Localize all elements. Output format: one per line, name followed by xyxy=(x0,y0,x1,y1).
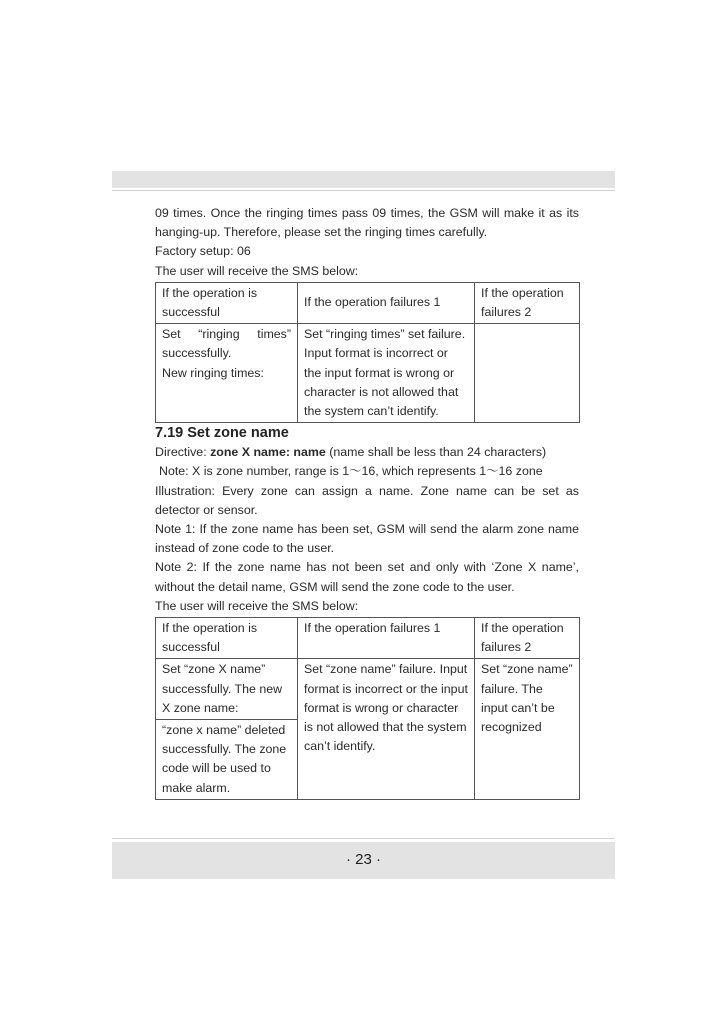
page-number: · 23 · xyxy=(345,851,381,868)
section-title: 7.19 Set zone name xyxy=(155,425,289,442)
table-row xyxy=(156,618,580,659)
table-header-cell: If the operation failures 2 xyxy=(475,282,580,323)
table-cell: Set “zone name” failure. Input format is incorrect or the input format is wrong or character is not allowed that the system can’t identify. xyxy=(298,659,475,799)
table-cell xyxy=(156,324,298,423)
factory-setup: Factory setup: 06 xyxy=(155,244,251,259)
page-content xyxy=(155,204,579,800)
table-row xyxy=(156,324,580,423)
table-header-cell: If the operation is successful xyxy=(156,618,298,659)
zone-note: Note: X is zone number, range is 1～16, which represents 1～16 zone xyxy=(159,464,543,479)
table-row xyxy=(156,659,580,720)
intro-line-2: hanging-up. Therefore, please set the ringing times carefully. xyxy=(155,225,488,240)
table-header-cell: If the operation failures 1 xyxy=(298,282,475,323)
table-cell: Set “ringing times” set failure. Input format is incorrect or the input format is wrong or character is not allowed that the system can’t identify. xyxy=(298,324,475,423)
cell-text: New ringing times: xyxy=(162,365,264,380)
directive xyxy=(155,443,579,462)
directive-command: zone X name: name xyxy=(210,445,326,460)
ringing-times-table xyxy=(155,282,580,423)
directive-rest: (name shall be less than 24 characters) xyxy=(325,445,547,460)
table-header-cell: If the operation is successful xyxy=(156,282,298,323)
note-2: Note 2: If the zone name has not been set and only with ‘Zone X name’, without the detail name, GSM will send the zone code to the user. xyxy=(155,560,579,594)
illustration: Illustration: Every zone can assign a name. Zone name can be set as detector or sensor. xyxy=(155,483,579,517)
table-cell: Set “zone X name” successfully. The new X zone name: xyxy=(156,659,298,720)
header-band xyxy=(112,171,615,188)
table-header-cell: If the operation failures 2 xyxy=(475,618,580,659)
table-row xyxy=(156,282,580,323)
directive-label: Directive: xyxy=(155,445,211,460)
sms-note-1: The user will receive the SMS below: xyxy=(155,263,359,278)
header-rule xyxy=(112,190,615,191)
zone-name-table xyxy=(155,617,580,800)
sms-note-2: The user will receive the SMS below: xyxy=(155,598,359,613)
table-cell: Set “zone name” failure. The input can’t be recognized xyxy=(475,659,580,799)
cell-text: Set “ringing times” successfully. xyxy=(162,327,291,361)
table-cell: “zone x name” deleted successfully. The zone code will be used to make alarm. xyxy=(156,720,298,800)
footer-rule xyxy=(112,838,615,839)
note-1: Note 1: If the zone name has been set, GSM will send the alarm zone name instead of zone code to the user. xyxy=(155,522,579,556)
table-header-cell: If the operation failures 1 xyxy=(298,618,475,659)
table-cell xyxy=(475,324,580,423)
intro-line-1: 09 times. Once the ringing times pass 09 times, the GSM will make it as its xyxy=(155,206,579,220)
